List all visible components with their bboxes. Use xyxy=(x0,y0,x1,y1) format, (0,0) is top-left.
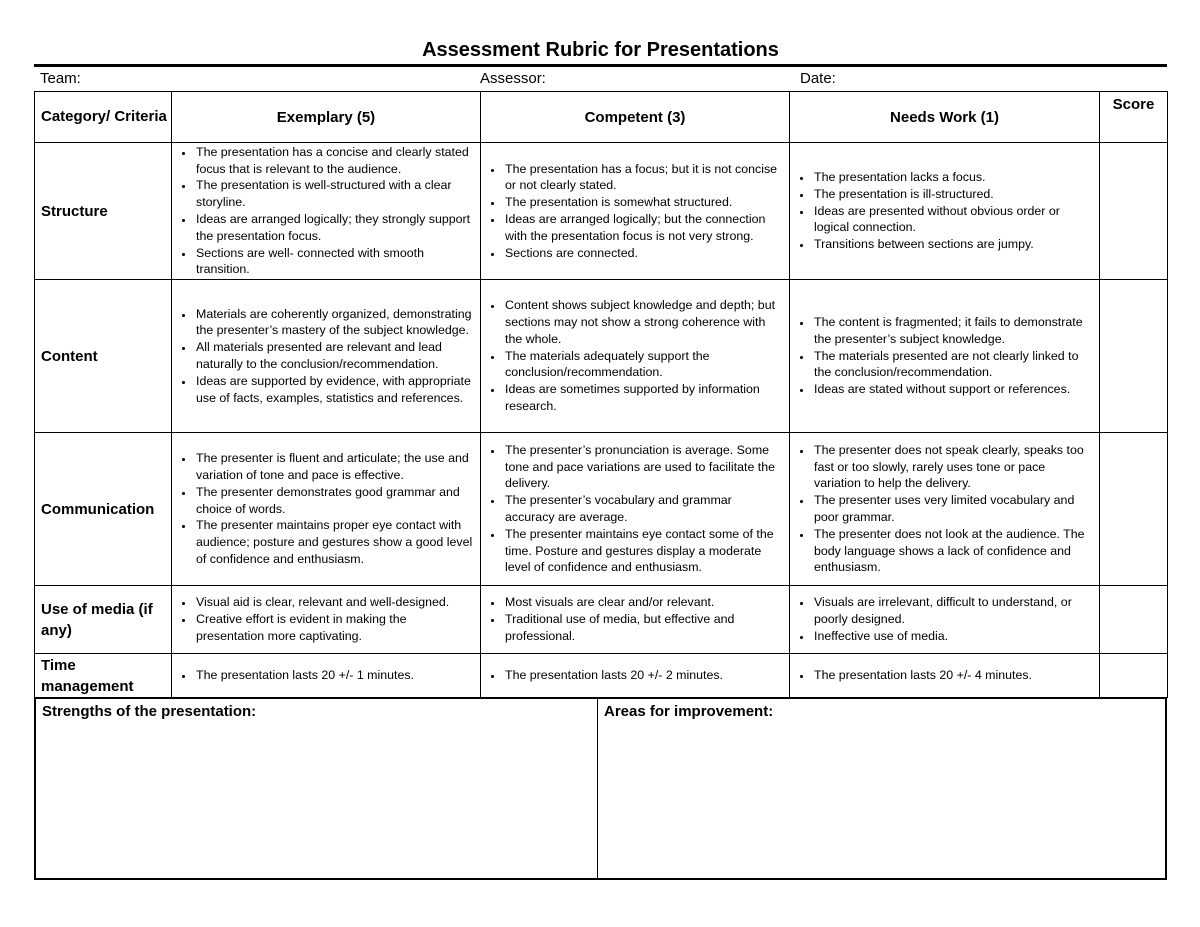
row-label: Content xyxy=(35,280,172,433)
score-cell[interactable] xyxy=(1100,586,1168,654)
criteria-item: • The presentation lacks a focus. xyxy=(812,169,1093,186)
criteria-list xyxy=(172,594,480,644)
score-cell[interactable] xyxy=(1100,143,1168,280)
rubric-page xyxy=(34,36,1167,880)
criteria-item: • The presenter demonstrates good grammar and choice of words. xyxy=(194,484,474,518)
criteria-list xyxy=(172,144,480,278)
criteria-item: • Ideas are arranged logically; but the connection with the presentation focus is not very strong. xyxy=(503,211,783,245)
needs-work-cell xyxy=(790,280,1100,433)
improvement-label: Areas for improvement: xyxy=(604,703,774,720)
criteria-list xyxy=(481,442,789,576)
strengths-label: Strengths of the presentation: xyxy=(42,703,257,720)
criteria-list xyxy=(481,161,789,262)
exemplary-cell xyxy=(172,280,481,433)
competent-cell xyxy=(481,280,790,433)
criteria-item: • The presentation has a concise and clearly stated focus that is relevant to the audience. xyxy=(194,144,474,178)
criteria-item: • The presenter does not speak clearly, speaks too fast or too slowly, rarely uses tone or pace variation to help the delivery. xyxy=(812,442,1093,492)
date-label: Date: xyxy=(800,70,836,87)
rubric-row-time xyxy=(35,654,1168,698)
rubric-row-communication xyxy=(35,433,1168,586)
needs-work-cell xyxy=(790,433,1100,586)
rubric-row-media xyxy=(35,586,1168,654)
criteria-list xyxy=(790,667,1099,684)
criteria-list xyxy=(790,594,1099,644)
header-row xyxy=(35,92,1168,143)
criteria-item: • Visuals are irrelevant, difficult to understand, or poorly designed. xyxy=(812,594,1093,628)
competent-cell xyxy=(481,143,790,280)
header-score: Score xyxy=(1100,92,1168,143)
score-cell[interactable] xyxy=(1100,654,1168,698)
criteria-item: • Visual aid is clear, relevant and well-designed. xyxy=(194,594,474,611)
assessor-label: Assessor: xyxy=(480,70,546,87)
rubric-row-content xyxy=(35,280,1168,433)
criteria-list xyxy=(172,667,480,684)
row-label: Time management xyxy=(35,654,172,698)
criteria-item: • The presentation lasts 20 +/- 4 minutes. xyxy=(812,667,1093,684)
criteria-list xyxy=(790,442,1099,576)
improvement-box[interactable] xyxy=(598,699,1165,878)
criteria-item: • The presenter is fluent and articulate; the use and variation of tone and pace is effective. xyxy=(194,450,474,484)
criteria-list xyxy=(481,594,789,644)
rubric-row-structure xyxy=(35,143,1168,280)
row-label: Structure xyxy=(35,143,172,280)
exemplary-cell xyxy=(172,433,481,586)
score-cell[interactable] xyxy=(1100,433,1168,586)
criteria-item: • Materials are coherently organized, demonstrating the presenter’s mastery of the subject knowledge. xyxy=(194,306,474,340)
needs-work-cell xyxy=(790,654,1100,698)
criteria-item: • The presentation lasts 20 +/- 2 minutes. xyxy=(503,667,783,684)
criteria-item: • The presentation is well-structured with a clear storyline. xyxy=(194,177,474,211)
competent-cell xyxy=(481,586,790,654)
team-label: Team: xyxy=(40,70,81,87)
exemplary-cell xyxy=(172,143,481,280)
competent-cell xyxy=(481,433,790,586)
criteria-list xyxy=(172,450,480,568)
needs-work-cell xyxy=(790,143,1100,280)
criteria-item: • The content is fragmented; it fails to demonstrate the presenter’s subject knowledge. xyxy=(812,314,1093,348)
header-competent: Competent (3) xyxy=(481,92,790,143)
criteria-item: • The presenter uses very limited vocabulary and poor grammar. xyxy=(812,492,1093,526)
row-label: Communication xyxy=(35,433,172,586)
criteria-item: • Traditional use of media, but effective and professional. xyxy=(503,611,783,645)
criteria-list xyxy=(790,169,1099,253)
criteria-item: • Ideas are arranged logically; they strongly support the presentation focus. xyxy=(194,211,474,245)
criteria-item: • Transitions between sections are jumpy. xyxy=(812,236,1093,253)
needs-work-cell xyxy=(790,586,1100,654)
criteria-item: • The presentation has a focus; but it is not concise or not clearly stated. xyxy=(503,161,783,195)
criteria-item: • Content shows subject knowledge and depth; but sections may not show a strong coherence with the whole. xyxy=(503,297,783,347)
criteria-item: • Creative effort is evident in making the presentation more captivating. xyxy=(194,611,474,645)
criteria-item: • Most visuals are clear and/or relevant. xyxy=(503,594,783,611)
criteria-item: • The presenter’s pronunciation is average. Some tone and pace variations are used to facilitate the delivery. xyxy=(503,442,783,492)
criteria-item: • The materials presented are not clearly linked to the conclusion/recommendation. xyxy=(812,348,1093,382)
criteria-item: • The materials adequately support the conclusion/recommendation. xyxy=(503,348,783,382)
criteria-item: • Sections are connected. xyxy=(503,245,783,262)
exemplary-cell xyxy=(172,654,481,698)
criteria-item: • Ideas are presented without obvious order or logical connection. xyxy=(812,203,1093,237)
criteria-item: • All materials presented are relevant and lead naturally to the conclusion/recommendation. xyxy=(194,339,474,373)
competent-cell xyxy=(481,654,790,698)
criteria-item: • The presenter’s vocabulary and grammar accuracy are average. xyxy=(503,492,783,526)
criteria-list xyxy=(790,314,1099,398)
feedback-section xyxy=(34,697,1167,880)
criteria-list xyxy=(172,306,480,407)
page-title: Assessment Rubric for Presentations xyxy=(422,39,779,61)
criteria-item: • Ineffective use of media. xyxy=(812,628,1093,645)
criteria-item: • The presenter does not look at the audience. The body language shows a lack of confidence and enthusiasm. xyxy=(812,526,1093,576)
criteria-list xyxy=(481,297,789,415)
criteria-item: • Ideas are stated without support or references. xyxy=(812,381,1093,398)
criteria-item: • Sections are well- connected with smooth transition. xyxy=(194,245,474,279)
criteria-item: • The presentation is ill-structured. xyxy=(812,186,1093,203)
header-category: Category/ Criteria xyxy=(35,92,172,143)
meta-row xyxy=(34,67,1167,91)
header-needs-work: Needs Work (1) xyxy=(790,92,1100,143)
rubric-table xyxy=(34,91,1168,698)
criteria-item: • The presenter maintains proper eye contact with audience; posture and gestures show a good level of confidence and enthusiasm. xyxy=(194,517,474,567)
criteria-list xyxy=(481,667,789,684)
strengths-box[interactable] xyxy=(36,699,598,878)
criteria-item: • The presentation lasts 20 +/- 1 minutes. xyxy=(194,667,474,684)
row-label: Use of media (if any) xyxy=(35,586,172,654)
exemplary-cell xyxy=(172,586,481,654)
criteria-item: • Ideas are sometimes supported by information research. xyxy=(503,381,783,415)
criteria-item: • The presenter maintains eye contact some of the time. Posture and gestures display a moderate level of confidence and enthusiasm. xyxy=(503,526,783,576)
score-cell[interactable] xyxy=(1100,280,1168,433)
header-exemplary: Exemplary (5) xyxy=(172,92,481,143)
criteria-item: • Ideas are supported by evidence, with appropriate use of facts, examples, statistics and references. xyxy=(194,373,474,407)
criteria-item: • The presentation is somewhat structured. xyxy=(503,194,783,211)
